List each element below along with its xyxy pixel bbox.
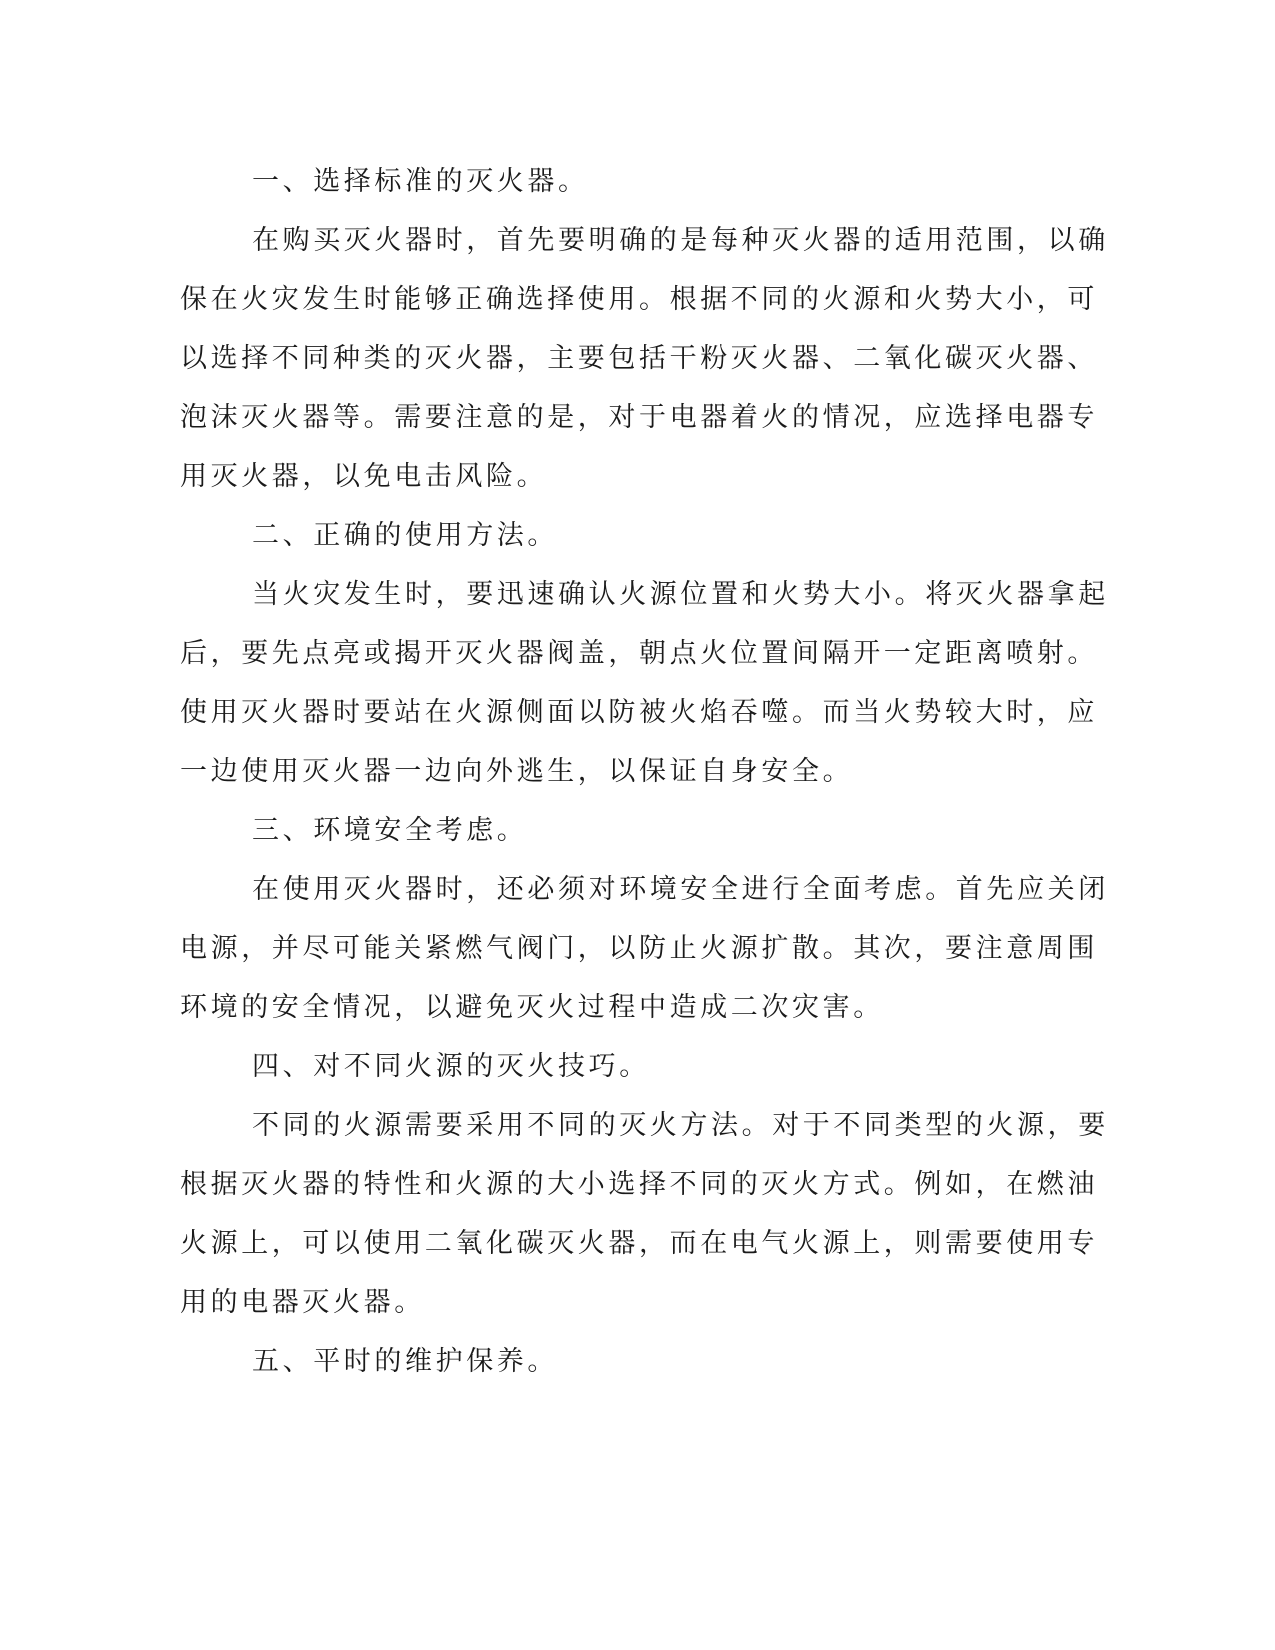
paragraph-line: 当火灾发生时，要迅速确认火源位置和火势大小。将灭火器拿起 — [252, 579, 1109, 610]
paragraph-line: 电源，并尽可能关紧燃气阀门，以防止火源扩散。其次，要注意周围 — [180, 933, 1098, 964]
paragraph-line: 在购买灭火器时，首先要明确的是每种灭火器的适用范围，以确 — [252, 225, 1109, 256]
document-body — [180, 152, 1109, 1391]
paragraph-line: 一边使用灭火器一边向外逃生，以保证自身安全。 — [180, 756, 854, 787]
section-heading-2: 二、正确的使用方法。 — [252, 520, 558, 551]
paragraph-line: 不同的火源需要采用不同的灭火方法。对于不同类型的火源，要 — [252, 1110, 1109, 1141]
section-heading-1: 一、选择标准的灭火器。 — [252, 166, 589, 197]
paragraph-line: 火源上，可以使用二氧化碳灭火器，而在电气火源上，则需要使用专 — [180, 1228, 1098, 1259]
section-heading-5: 五、平时的维护保养。 — [252, 1346, 558, 1377]
paragraph-line: 用的电器灭火器。 — [180, 1287, 425, 1318]
paragraph-line: 泡沫灭火器等。需要注意的是，对于电器着火的情况，应选择电器专 — [180, 402, 1098, 433]
section-heading-4: 四、对不同火源的灭火技巧。 — [252, 1051, 650, 1082]
paragraph-line: 后，要先点亮或揭开灭火器阀盖，朝点火位置间隔开一定距离喷射。 — [180, 638, 1098, 669]
paragraph-line: 保在火灾发生时能够正确选择使用。根据不同的火源和火势大小，可 — [180, 284, 1098, 315]
paragraph-line: 环境的安全情况，以避免灭火过程中造成二次灾害。 — [180, 992, 884, 1023]
paragraph-line: 根据灭火器的特性和火源的大小选择不同的灭火方式。例如，在燃油 — [180, 1169, 1098, 1200]
paragraph-line: 用灭火器，以免电击风险。 — [180, 461, 548, 492]
section-heading-3: 三、环境安全考虑。 — [252, 815, 528, 846]
paragraph-line: 在使用灭火器时，还必须对环境安全进行全面考虑。首先应关闭 — [252, 874, 1109, 905]
paragraph-line: 使用灭火器时要站在火源侧面以防被火焰吞噬。而当火势较大时，应 — [180, 697, 1098, 728]
paragraph-line: 以选择不同种类的灭火器，主要包括干粉灭火器、二氧化碳灭火器、 — [180, 343, 1098, 374]
